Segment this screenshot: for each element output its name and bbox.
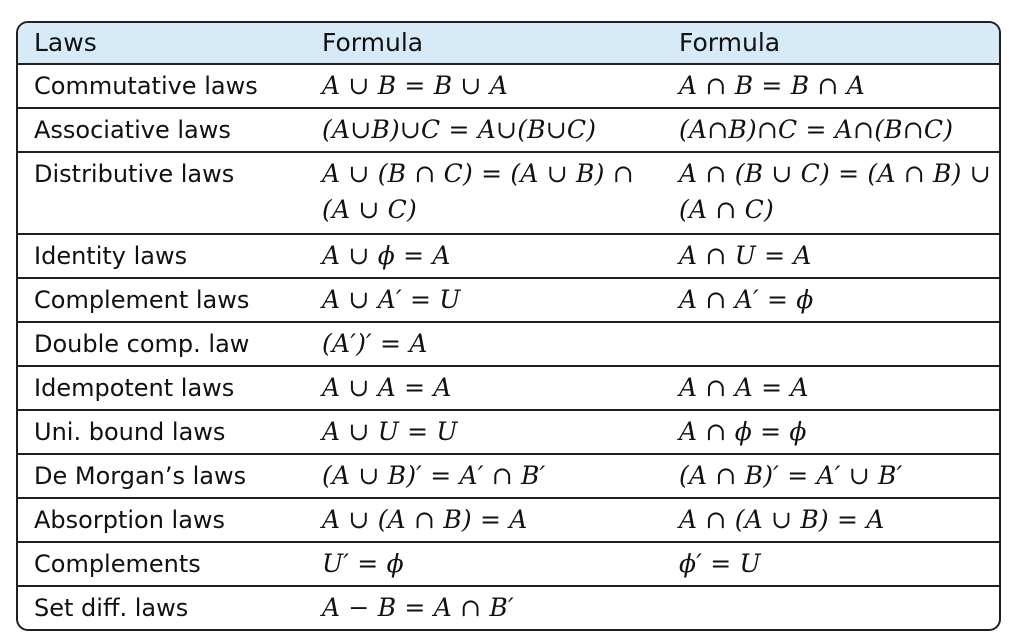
law-name: Absorption laws (18, 498, 306, 542)
formula-union: A ∪ A′ = U (306, 278, 663, 322)
table-row (18, 322, 999, 366)
law-name: Distributive laws (18, 152, 306, 234)
formula-union: A ∪ (A ∩ B) = A (306, 498, 663, 542)
header-formula-2: Formula (663, 23, 999, 64)
law-name: Complement laws (18, 278, 306, 322)
formula-intersection: A ∩ U = A (663, 234, 999, 278)
table-row (18, 234, 999, 278)
formula-intersection: A ∩ B = B ∩ A (663, 64, 999, 108)
law-name: Set diff. laws (34, 594, 189, 622)
header-laws: Laws (18, 23, 306, 64)
law-name: Complements (18, 542, 306, 586)
table-row (18, 366, 999, 410)
formula-intersection: A ∩ A′ = ϕ (663, 278, 999, 322)
header-formula-1: Formula (306, 23, 663, 64)
formula-intersection: A ∩ A = A (663, 366, 999, 410)
law-name: Idempotent laws (18, 366, 306, 410)
formula-intersection: (A∩B)∩C = A∩(B∩C) (663, 108, 999, 152)
law-name: De Morgan’s laws (18, 454, 306, 498)
law-name: Commutative laws (18, 64, 306, 108)
formula-intersection: A ∩ (B ∪ C) = (A ∩ B) ∪ (A ∩ C) (663, 152, 999, 234)
table-row (18, 152, 999, 234)
formula-union: A ∪ U = U (306, 410, 663, 454)
table-body (18, 64, 999, 629)
formula-intersection: (A ∩ B)′ = A′ ∪ B′ (663, 454, 999, 498)
law-name: Double comp. law (18, 322, 306, 366)
formula-union: A ∪ ϕ = A (306, 234, 663, 278)
formula-union: (A ∪ B)′ = A′ ∩ B′ (306, 454, 663, 498)
formula-union: A − B = A ∩ B′ (322, 593, 514, 622)
header-row (18, 23, 999, 64)
formula-intersection: ϕ′ = U (663, 542, 999, 586)
table-row (18, 108, 999, 152)
table-row (18, 278, 999, 322)
table-row (18, 64, 999, 108)
formula-union: U′ = ϕ (306, 542, 663, 586)
formula-union: A ∪ (B ∩ C) = (A ∪ B) ∩ (A ∪ C) (306, 152, 663, 234)
formula-union: A ∪ B = B ∪ A (306, 64, 663, 108)
table-header (18, 23, 999, 64)
formula-intersection: A ∩ ϕ = ϕ (663, 410, 999, 454)
table-row (18, 498, 999, 542)
formula-union: A ∪ A = A (306, 366, 663, 410)
formula-union: (A∪B)∪C = A∪(B∪C) (306, 108, 663, 152)
formula-intersection: A ∩ (A ∪ B) = A (663, 498, 999, 542)
table-row (18, 454, 999, 498)
formula-intersection (663, 586, 999, 629)
law-name: Uni. bound laws (18, 410, 306, 454)
law-name: Associative laws (18, 108, 306, 152)
set-laws-table-frame (16, 21, 1001, 631)
set-laws-table (18, 23, 999, 629)
table-row (18, 542, 999, 586)
table-row (18, 586, 999, 629)
formula-intersection (663, 322, 999, 366)
table-row (18, 410, 999, 454)
formula-union: (A′)′ = A (306, 322, 663, 366)
law-name: Identity laws (18, 234, 306, 278)
